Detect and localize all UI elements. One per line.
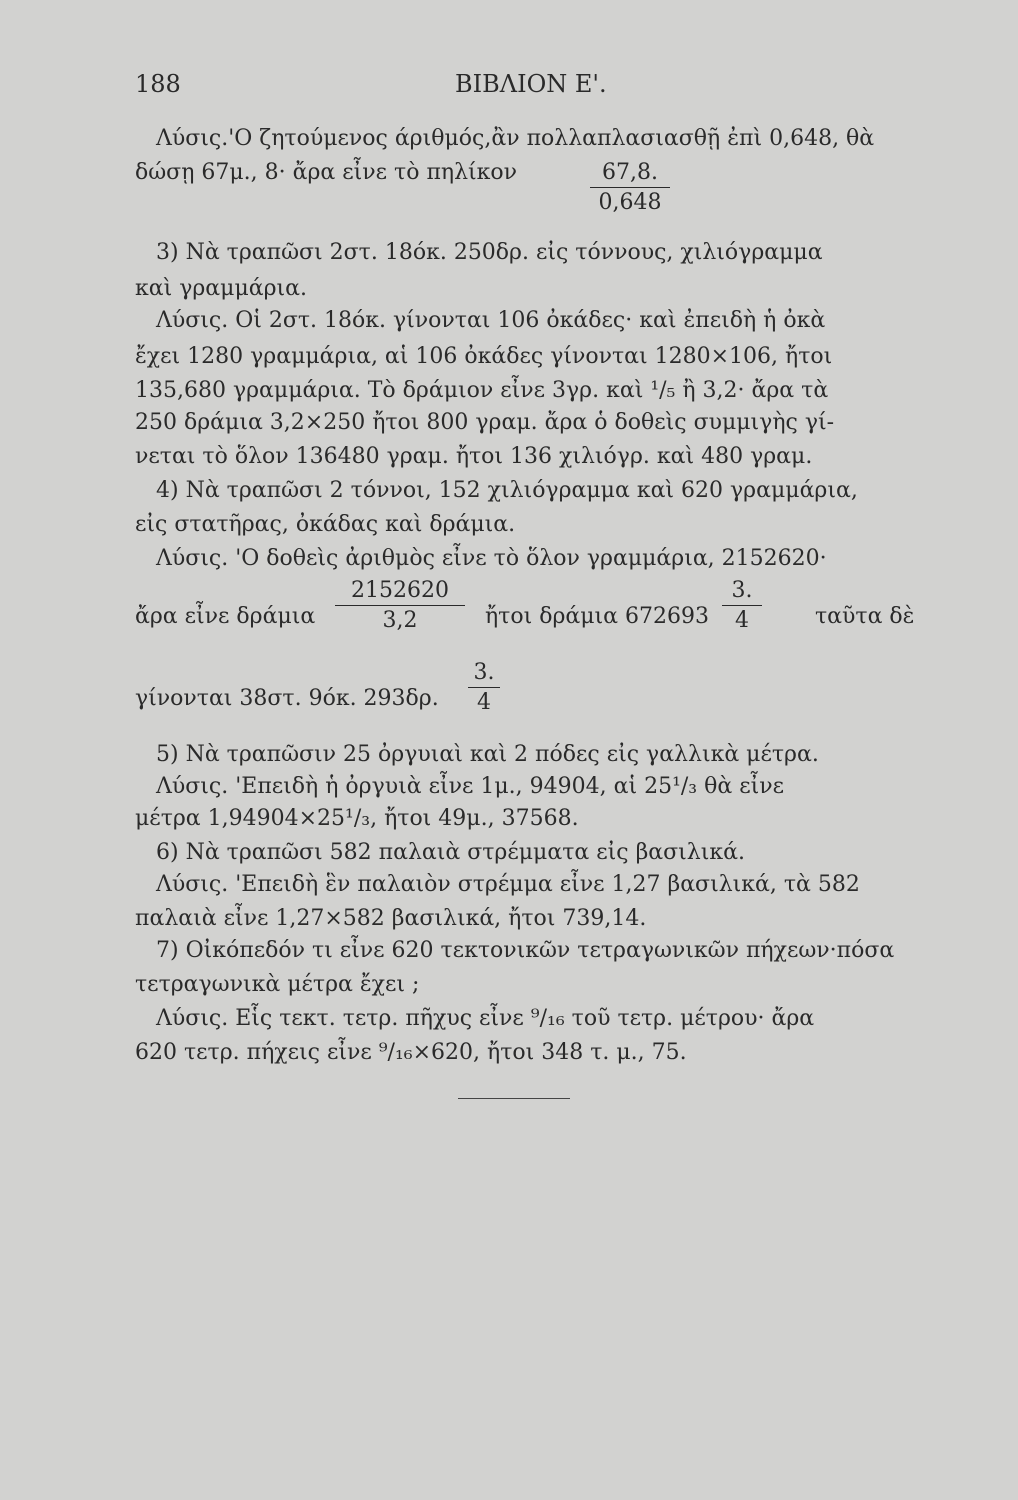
- text-line: ἤτοι δράμια 672693: [485, 604, 710, 629]
- fraction-denominator: 4: [477, 690, 491, 715]
- text-line: μέτρα 1,94904×25¹/₃, ἤτοι 49μ., 37568.: [135, 806, 579, 831]
- section-end-rule: [458, 1098, 570, 1099]
- text-line: εἰς στατῆρας, ὀκάδας καὶ δράμια.: [135, 512, 516, 537]
- text-line: 4) Νὰ τραπῶσι 2 τόννοι, 152 χιλιόγραμμα καὶ 620 γραμμάρια,: [156, 478, 858, 503]
- fraction-denominator: 0,648: [598, 190, 662, 215]
- fraction: [722, 578, 762, 633]
- text-line: 620 τετρ. πήχεις εἶνε ⁹/₁₆×620, ἤτοι 348 τ. μ., 75.: [135, 1040, 687, 1065]
- text-line: Λύσις. Οἱ 2στ. 18όκ. γίνονται 106 ὀκάδες· καὶ ἐπειδὴ ἡ ὀκὰ: [156, 308, 826, 333]
- text-line: 7) Οἰκόπεδόν τι εἶνε 620 τεκτονικῶν τετραγωνικῶν πήχεων·πόσα: [156, 938, 895, 963]
- fraction-bar: [590, 187, 670, 188]
- fraction-numerator: 2152620: [351, 578, 449, 603]
- text-line: δώσῃ 67μ., 8· ἄρα εἶνε τὸ πηλίκον: [135, 160, 518, 185]
- text-line: ἔχει 1280 γραμμάρια, αἱ 106 ὀκάδες γίνονται 1280×106, ἤτοι: [135, 344, 833, 369]
- text-line: Λύσις. 'Ο δοθεὶς ἀριθμὸς εἶνε τὸ ὅλον γραμμάρια, 2152620·: [156, 546, 827, 571]
- text-line: παλαιὰ εἶνε 1,27×582 βασιλικά, ἤτοι 739,14.: [135, 906, 647, 931]
- text-line: 6) Νὰ τραπῶσι 582 παλαιὰ στρέμματα εἰς βασιλικά.: [156, 840, 745, 865]
- text-line: 3) Νὰ τραπῶσι 2στ. 18όκ. 250δρ. εἰς τόννους, χιλιόγραμμα: [156, 240, 823, 265]
- text-line: Λύσις. 'Επειδὴ ἓν παλαιὸν στρέμμα εἶνε 1,27 βασιλικά, τὰ 582: [156, 872, 860, 897]
- fraction: [590, 160, 670, 215]
- text-line: τετραγωνικὰ μέτρα ἔχει ;: [135, 972, 420, 997]
- fraction-bar: [722, 605, 762, 606]
- fraction-numerator: 3.: [731, 578, 753, 603]
- fraction: [335, 578, 465, 633]
- text-line: Λύσις. 'Επειδὴ ἡ ὀργυιὰ εἶνε 1μ., 94904, αἱ 25¹/₃ θὰ εἶνε: [156, 774, 785, 799]
- text-line: καὶ γραμμάρια.: [135, 276, 308, 301]
- fraction-denominator: 4: [735, 608, 749, 633]
- running-title: ΒΙΒΛΙΟΝ Ε'.: [455, 70, 607, 98]
- text-line: Λύσις. Εἷς τεκτ. τετρ. πῆχυς εἶνε ⁹/₁₆ τοῦ τετρ. μέτρου· ἄρα: [156, 1006, 815, 1031]
- text-line: Λύσις.'Ο ζητούμενος άριθμός,ἂν πολλαπλασιασθῇ ἐπὶ 0,648, θὰ: [156, 126, 875, 151]
- fraction-bar: [468, 687, 500, 688]
- fraction-bar: [335, 605, 465, 606]
- fraction-denominator: 3,2: [382, 608, 418, 633]
- text-line: ταῦτα δὲ: [815, 604, 915, 629]
- text-line: 250 δράμια 3,2×250 ἤτοι 800 γραμ. ἄρα ὁ δοθεὶς συμμιγὴς γί-: [135, 410, 835, 435]
- page-number: 188: [135, 70, 181, 98]
- fraction-numerator: 67,8.: [602, 160, 658, 185]
- fraction: [468, 660, 500, 715]
- text-line: 5) Νὰ τραπῶσιν 25 ὀργυιαὶ καὶ 2 πόδες εἰς γαλλικὰ μέτρα.: [156, 742, 819, 767]
- text-line: νεται τὸ ὅλον 136480 γραμ. ἤτοι 136 χιλιόγρ. καὶ 480 γραμ.: [135, 444, 813, 469]
- text-line: γίνονται 38στ. 9όκ. 293δρ.: [135, 686, 439, 711]
- text-line: 135,680 γραμμάρια. Τὸ δράμιον εἶνε 3γρ. καὶ ¹/₅ ἢ 3,2· ἄρα τὰ: [135, 378, 829, 403]
- fraction-numerator: 3.: [473, 660, 495, 685]
- text-line: ἄρα εἶνε δράμια: [135, 604, 316, 629]
